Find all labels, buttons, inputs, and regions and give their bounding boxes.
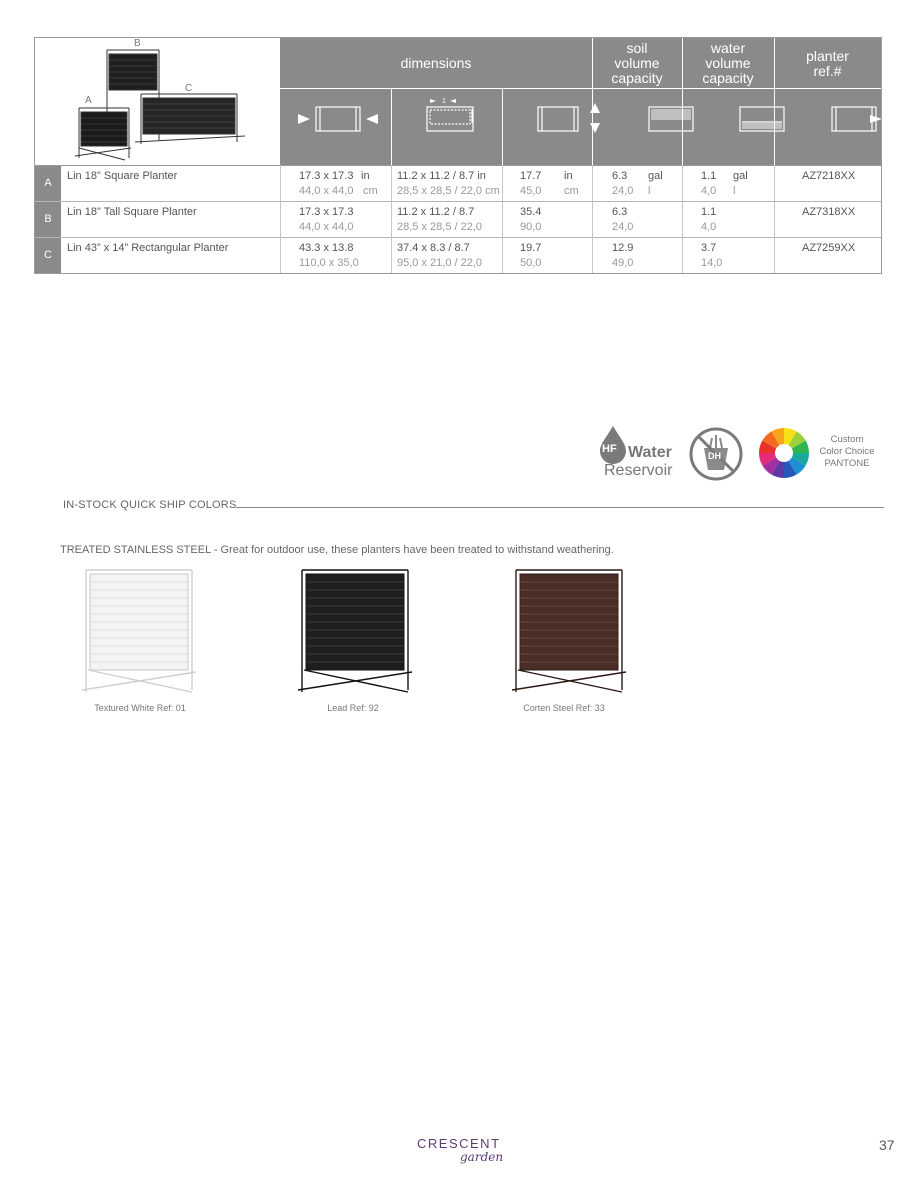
product-name: Lin 43” x 14” Rectangular Planter	[67, 242, 229, 254]
section-description: TREATED STAINLESS STEEL - Great for outdoor use, these planters have been treated to withstand weathering.	[60, 544, 614, 556]
color-wheel-icon	[758, 427, 810, 479]
dimensions-header: dimensions	[400, 55, 472, 71]
custom-color-text: Custom Color Choice PANTONE	[819, 434, 875, 469]
swatch-caption: Lead Ref: 92	[327, 703, 379, 713]
ref-number: AZ7318XX	[802, 206, 856, 218]
section-divider	[236, 507, 884, 508]
brand-logo-script: garden	[460, 1150, 504, 1164]
planter-ref-header: planter ref.#	[806, 48, 849, 79]
row-letter-a: A	[35, 166, 61, 201]
label-a: A	[85, 95, 92, 106]
svg-text:1: 1	[442, 98, 446, 105]
ref-number: AZ7218XX	[802, 170, 856, 182]
row-letter-c: C	[35, 238, 61, 273]
dimension-icons	[280, 89, 881, 165]
row-letter-b: B	[35, 202, 61, 237]
spec-table: dimensions soil volume capacity water volume capacity planter ref.# 1 B C A A B C Lin 18" Square Planter 17.3 x 17.3 44,0 x 44,0 in cm 11.2 x 11.2 / 8.7 in 28,5 x 28,5 / 22,0 cm 17.7 45,0 in cm 6.3 24,0 gal l 1.1 4,0 gal l AZ7218XX Lin 18" Tall Square Planter 17.3 x 17.3 44,0 x 44,0 11.2 x 11.2 / 8.7 28,5 x 28,5 / 22,0 35.4 90,0 6.3 24,0 1.1 4,0 AZ7318XX Lin 43” x 14” Rectangular Planter 43.3 x 13.8 110,0 x 35,0 37.4 x 8.3 / 8.7 95,0 x 21,0 / 22,0 19.7 50,0 12.9 49,0 3.7 14,0 AZ7259XX	[34, 37, 882, 274]
swatch-lead	[294, 566, 416, 696]
swatch-corten-steel	[508, 566, 630, 696]
swatch-caption: Corten Steel Ref: 33	[523, 703, 605, 713]
product-name: Lin 18" Square Planter	[67, 170, 178, 182]
swatch-textured-white	[78, 566, 200, 696]
soil-volume-header: soil volume capacity	[611, 40, 663, 86]
hf-water-reservoir-badge: HF Water Reservoir	[598, 424, 680, 484]
brand-logo: CRESCENT	[417, 1136, 501, 1151]
swatch-caption: Textured White Ref: 01	[94, 703, 186, 713]
ref-number: AZ7259XX	[802, 242, 856, 254]
product-name: Lin 18" Tall Square Planter	[67, 206, 197, 218]
label-b: B	[134, 38, 141, 49]
page-number: 37	[879, 1137, 895, 1153]
dh-badge: DH	[688, 426, 744, 482]
label-c: C	[185, 83, 193, 94]
planter-group-image	[65, 42, 275, 162]
water-volume-header: water volume capacity	[702, 40, 754, 86]
section-title: IN-STOCK QUICK SHIP COLORS	[63, 499, 237, 511]
